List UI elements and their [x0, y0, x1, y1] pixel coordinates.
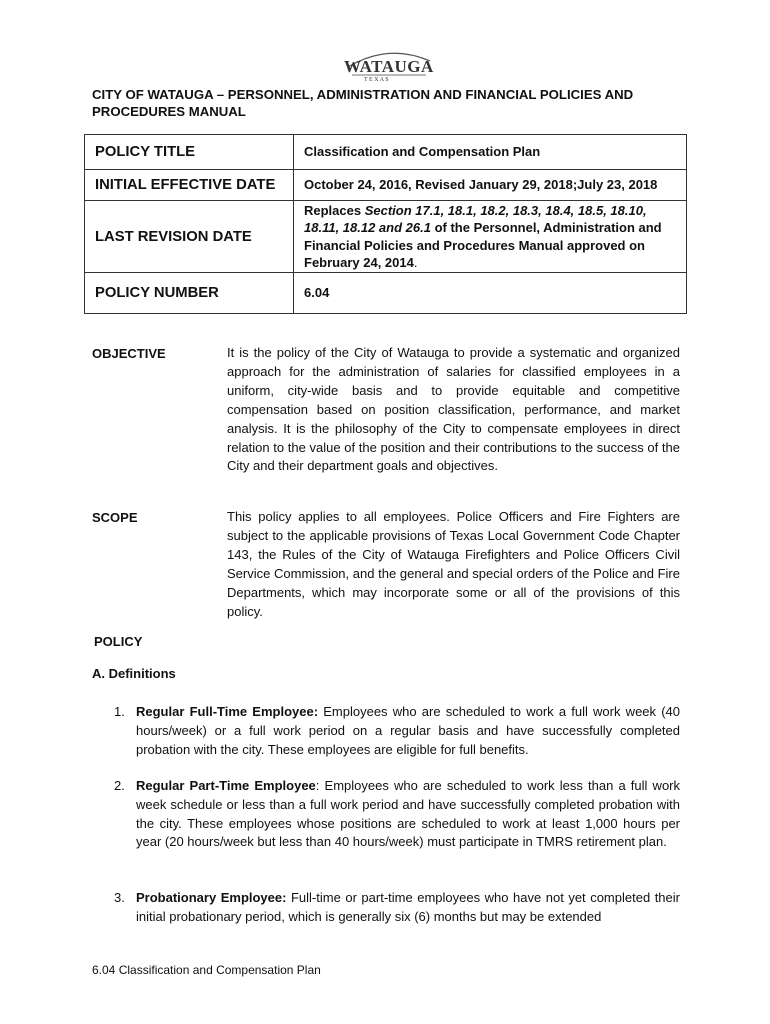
watauga-logo — [338, 47, 438, 81]
logo-wordmark: WATAUGA — [344, 57, 434, 76]
initial-effective-date-label: INITIAL EFFECTIVE DATE — [85, 170, 294, 201]
list-item-number: 3. — [114, 890, 125, 905]
table-row — [85, 135, 687, 170]
list-item — [114, 889, 680, 927]
last-revision-date-value — [294, 201, 687, 273]
watauga-logo-graphic — [338, 47, 438, 81]
policy-title-label: POLICY TITLE — [85, 135, 294, 170]
scope-text: This policy applies to all employees. Police Officers and Fire Fighters are subject to the applicable provisions of Texas Local Government Code Chapter 143, the Rules of the City of Watauga Firefighters and Police Officers Civil Service Commission, and the general and special orders of the Police and Fire Departments, which may incorporate some or all of the provisions of this policy. — [227, 509, 680, 619]
revision-end: . — [413, 255, 418, 270]
initial-effective-date-value: October 24, 2016, Revised January 29, 2018;July 23, 2018 — [294, 170, 687, 201]
definition-text: Employees who are scheduled to work a full work week (40 hours/week) or a full work period on a regular basis and have successfully completed probation with the city. These employees are eligible for full benefits. — [136, 704, 680, 757]
objective-text: It is the policy of the City of Watauga to provide a systematic and organized approach for the administration of salaries for classified employees in a uniform, city-wide basis and to provide equitable and competitive compensation based on position classification, performance, and market analysis. It is the philosophy of the City to compensate employees in direct relation to the value of the position and their contributions to the success of the City and their department goals and objectives. — [227, 345, 680, 474]
list-item — [114, 777, 680, 852]
revision-prefix: Replaces — [304, 202, 365, 218]
revision-sections: Section 17.1, 18.1, 18.2, 18.3, 18.4, 18.5, 18.10, 18.11, 18.12 and 26.1 — [304, 202, 647, 235]
policy-number-value: 6.04 — [294, 273, 687, 314]
policy-meta-table — [84, 134, 687, 314]
list-item-number: 1. — [114, 704, 125, 719]
logo-subtitle: T E X A S — [364, 77, 389, 81]
definition-text: : Employees who are scheduled to work less than a full work week schedule or less than a full work period and have successfully completed probation with the city. These employees whose positions are scheduled to work at least 1,000 hours per year (20 hours/week but less than 40 hours/week) must participate in TMRS retirement plan. — [136, 778, 681, 850]
policy-heading: POLICY — [94, 634, 143, 649]
page-footer: 6.04 Classification and Compensation Plan — [92, 963, 321, 977]
revision-suffix: of the Personnel, Administration and Financial Policies and Procedures Manual approved on February 24, 2014 — [304, 220, 662, 270]
table-row — [85, 170, 687, 201]
table-row — [85, 201, 687, 273]
document-title: CITY OF WATAUGA – PERSONNEL, ADMINISTRATION AND FINANCIAL POLICIES AND PROCEDURES MANUAL — [92, 87, 634, 119]
policy-number-label: POLICY NUMBER — [85, 273, 294, 314]
definition-text: Full-time or part-time employees who have not yet completed their initial probationary period, which is generally six (6) months but may be extended — [136, 890, 680, 924]
definition-term: Regular Full-Time Employee: — [136, 704, 319, 719]
definition-term: Probationary Employee: — [136, 890, 287, 905]
table-row — [85, 273, 687, 314]
list-item-number: 2. — [114, 778, 125, 793]
definition-term: Regular Part-Time Employee — [136, 778, 316, 793]
definitions-heading: A. Definitions — [92, 666, 176, 681]
list-item — [114, 703, 680, 759]
scope-label: SCOPE — [92, 510, 138, 525]
policy-title-value: Classification and Compensation Plan — [294, 135, 687, 170]
objective-label: OBJECTIVE — [92, 346, 166, 361]
last-revision-date-label: LAST REVISION DATE — [85, 201, 294, 273]
